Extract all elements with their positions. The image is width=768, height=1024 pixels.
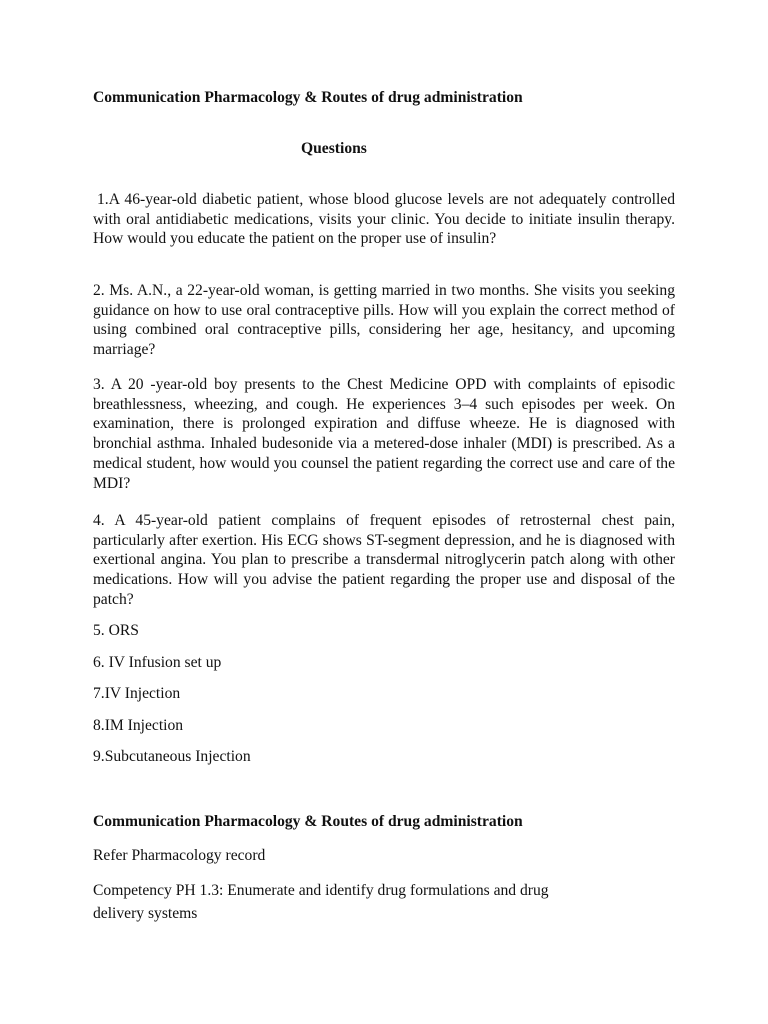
competency-line-2: delivery systems bbox=[93, 905, 198, 922]
question-2: 2. Ms. A.N., a 22-year-old woman, is getting married in two months. She visits you seeking guidance on how to use oral contraceptive pills. How will you explain the correct method of using combined oral contraceptive pills, considering her age, hesitancy, and upcoming marriage? bbox=[93, 282, 675, 359]
questions-heading: Questions bbox=[301, 140, 367, 157]
list-item-im-injection: 8.IM Injection bbox=[93, 717, 184, 734]
question-4: 4. A 45-year-old patient complains of frequent episodes of retrosternal chest pain, particularly after exertion. His ECG shows ST-segment depression, and he is diagnosed with exertional angina. You plan to prescribe a transdermal nitroglycerin patch along with other medications. How will you advise the patient regarding the proper use and disposal of the patch? bbox=[93, 512, 675, 608]
list-item-subcutaneous-injection: 9.Subcutaneous Injection bbox=[93, 748, 251, 765]
competency-line-1: Competency PH 1.3: Enumerate and identify drug formulations and drug bbox=[93, 882, 549, 899]
question-3: 3. A 20 -year-old boy presents to the Chest Medicine OPD with complaints of episodic breathlessness, wheezing, and cough. He experiences 3–4 such episodes per week. On examination, there is prolonged expiration and diffuse wheeze. He is diagnosed with bronchial asthma. Inhaled budesonide via a metered-dose inhaler (MDI) is prescribed. As a medical student, how would you counsel the patient regarding the correct use and care of the MDI? bbox=[93, 376, 675, 492]
list-item-iv-injection: 7.IV Injection bbox=[93, 685, 181, 702]
section2-title: Communication Pharmacology & Routes of drug administration bbox=[93, 813, 523, 830]
refer-text: Refer Pharmacology record bbox=[93, 847, 266, 864]
document-title: Communication Pharmacology & Routes of drug administration bbox=[93, 89, 523, 106]
question-1: 1.A 46-year-old diabetic patient, whose blood glucose levels are not adequately controlled with oral antidiabetic medications, visits your clinic. You decide to initiate insulin therapy. How would you educate the patient on the proper use of insulin? bbox=[93, 191, 675, 248]
list-item-ors: 5. ORS bbox=[93, 622, 139, 639]
list-item-iv-infusion: 6. IV Infusion set up bbox=[93, 654, 222, 671]
